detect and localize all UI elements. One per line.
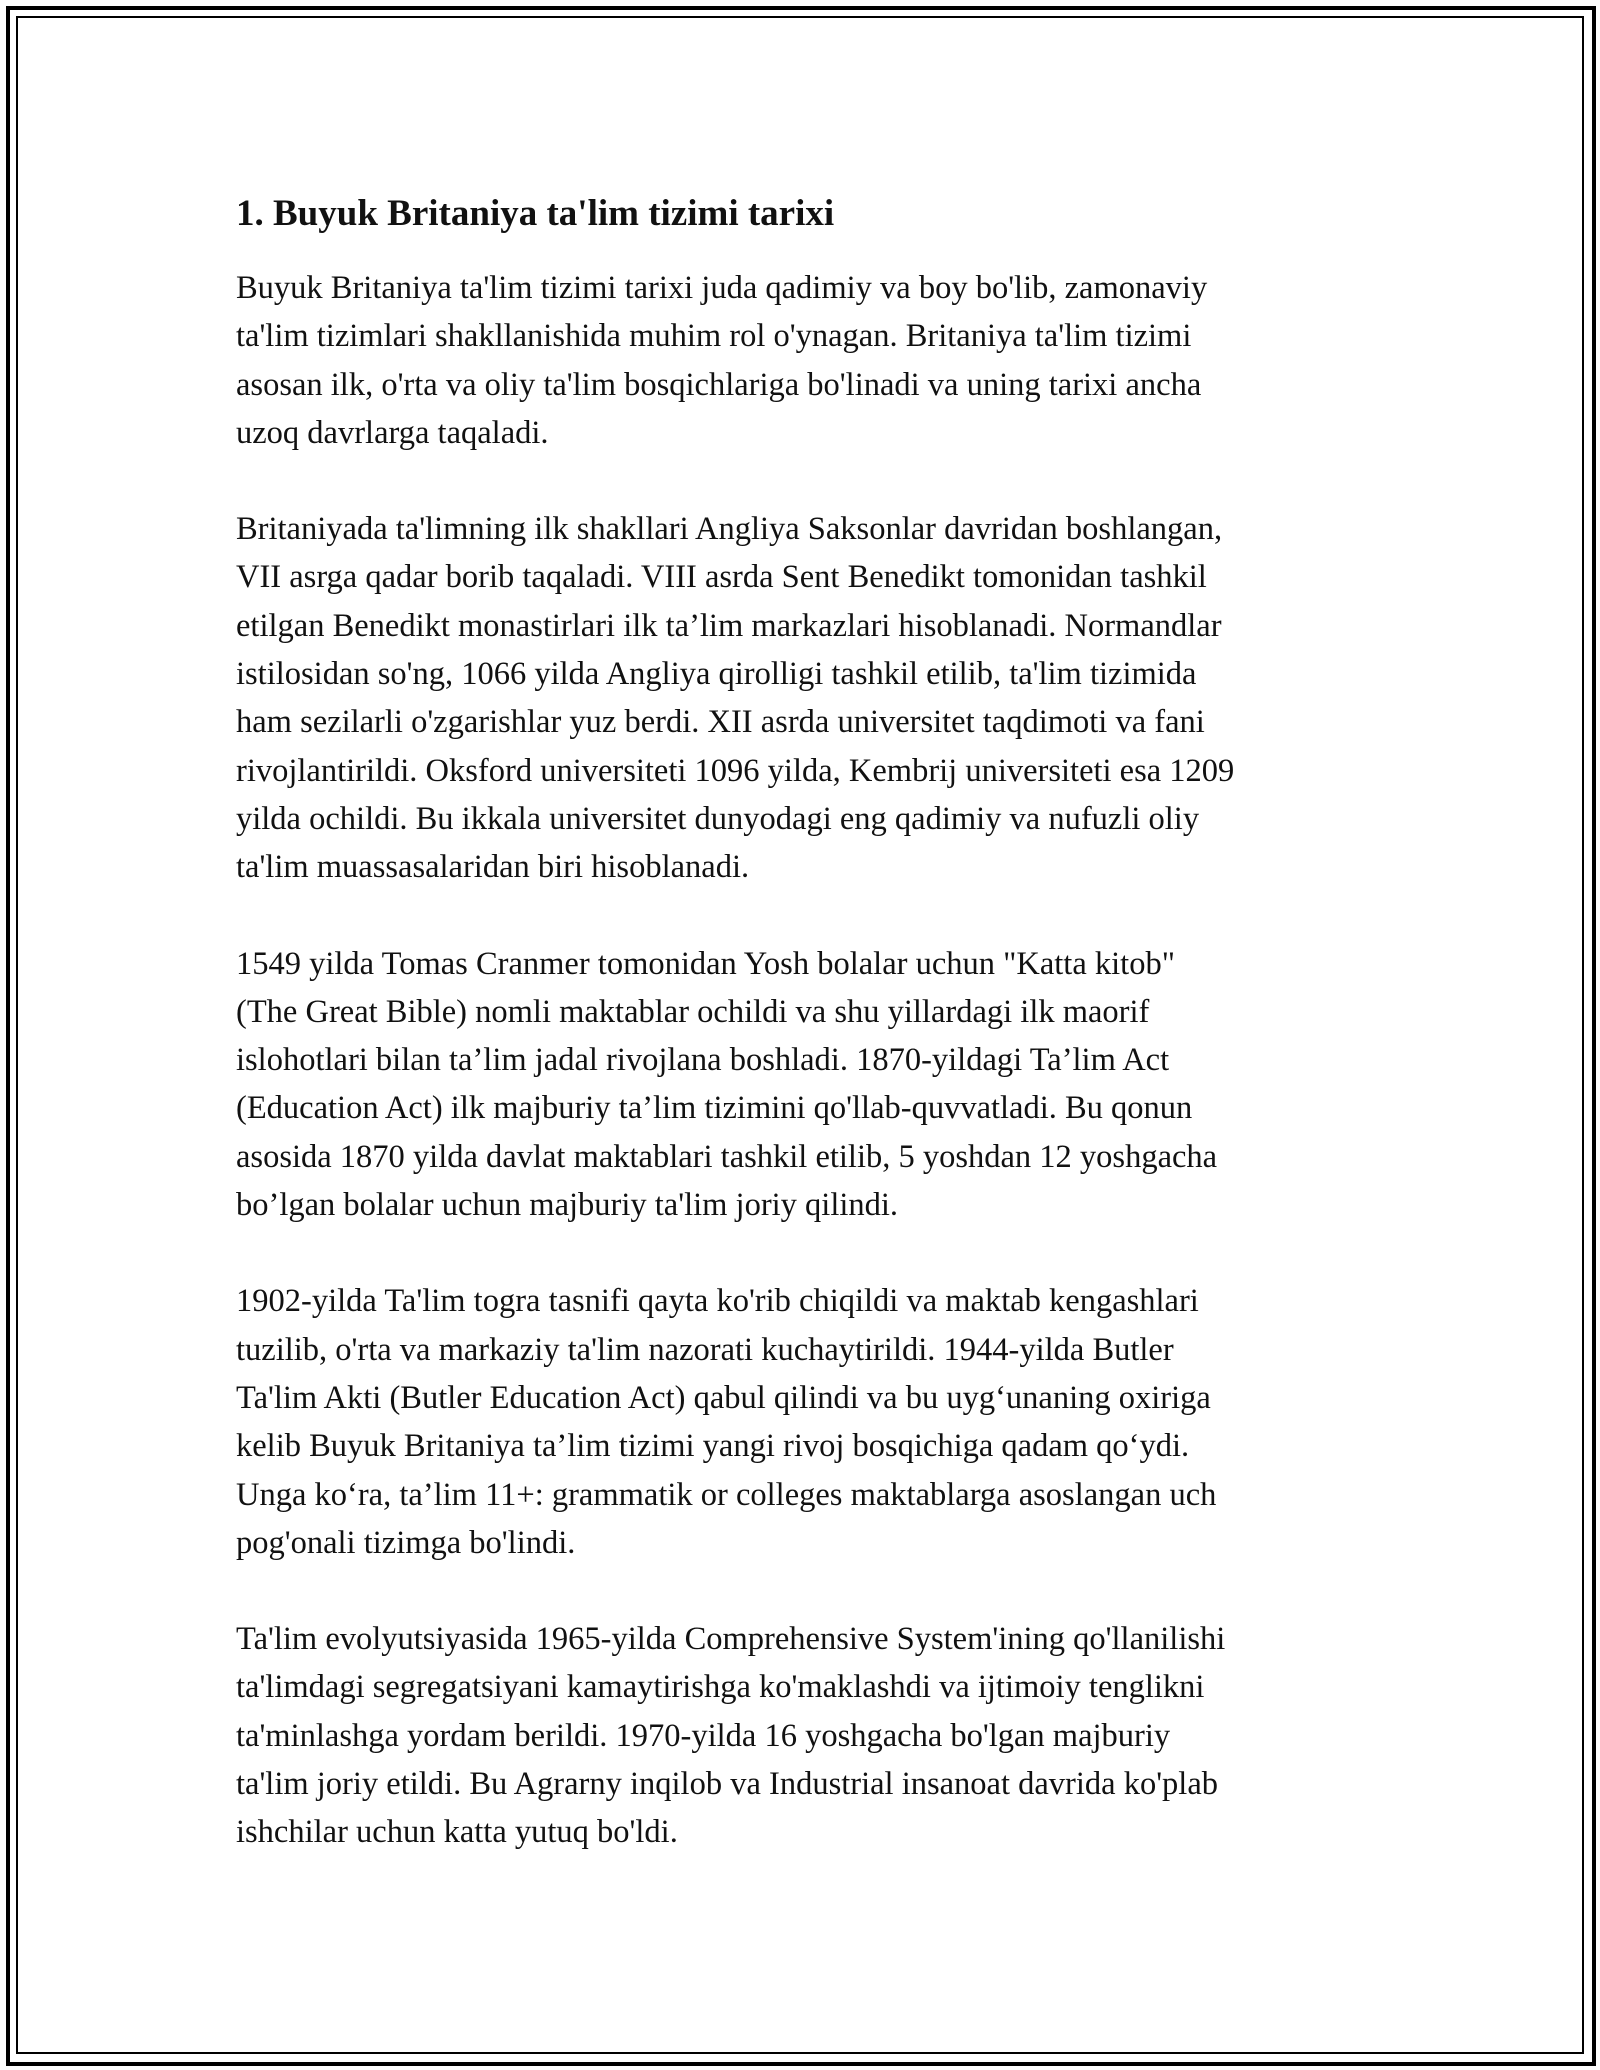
text-line: Britaniyada ta'limning ilk shakllari Angliya Saksonlar davridan boshlangan, bbox=[236, 511, 1223, 548]
text-line: kelib Buyuk Britaniya ta’lim tizimi yangi rivoj bosqichiga qadam qo‘ydi. bbox=[236, 1428, 1190, 1465]
text-line: ham sezilarli o'zgarishlar yuz berdi. XII asrda universitet taqdimoti va fani bbox=[236, 704, 1205, 741]
text-line: rivojlantirildi. Oksford universiteti 1096 yilda, Kembrij universiteti esa 1209 bbox=[236, 752, 1235, 789]
text-line: istilosidan so'ng, 1066 yilda Angliya qirolligi tashkil etilib, ta'lim tizimida bbox=[236, 656, 1197, 693]
paragraph-1 bbox=[236, 264, 1376, 457]
text-line: asosida 1870 yilda davlat maktablari tashkil etilib, 5 yoshdan 12 yoshgacha bbox=[236, 1138, 1218, 1175]
text-line: VII asrga qadar borib taqaladi. VIII asrda Sent Benedikt tomonidan tashkil bbox=[236, 559, 1207, 596]
text-line: ta'lim joriy etildi. Bu Agrarny inqilob va Industrial insanoat davrida ko'plab bbox=[236, 1766, 1219, 1803]
text-line: ta'lim tizimlari shakllanishida muhim rol o'ynagan. Britaniya ta'lim tizimi bbox=[236, 318, 1192, 355]
text-line: 1902-yilda Ta'lim togra tasnifi qayta ko'rib chiqildi va maktab kengashlari bbox=[236, 1283, 1199, 1320]
text-line: (Education Act) ilk majburiy ta’lim tizimini qo'llab-quvvatladi. Bu qonun bbox=[236, 1090, 1193, 1127]
paragraph-5 bbox=[236, 1615, 1376, 1856]
text-line: ta'minlashga yordam berildi. 1970-yilda 16 yoshgacha bo'lgan majburiy bbox=[236, 1717, 1171, 1754]
text-line: Ta'lim evolyutsiyasida 1965-yilda Comprehensive System'ining qo'llanilishi bbox=[236, 1621, 1226, 1658]
document-body bbox=[236, 188, 1376, 1905]
text-line: (The Great Bible) nomli maktablar ochildi va shu yillardagi ilk maorif bbox=[236, 993, 1150, 1030]
paragraph-3 bbox=[236, 940, 1376, 1230]
text-line: yilda ochildi. Bu ikkala universitet dunyodagi eng qadimiy va nufuzli oliy bbox=[236, 800, 1200, 837]
text-line: etilgan Benedikt monastirlari ilk ta’lim markazlari hisoblanadi. Normandlar bbox=[236, 607, 1222, 644]
section-heading: 1. Buyuk Britaniya ta'lim tizimi tarixi bbox=[236, 193, 835, 234]
text-line: ta'limdagi segregatsiyani kamaytirishga ko'maklashdi va ijtimoiy tenglikni bbox=[236, 1669, 1205, 1706]
text-line: Buyuk Britaniya ta'lim tizimi tarixi juda qadimiy va boy bo'lib, zamonaviy bbox=[236, 270, 1208, 306]
text-line: asosan ilk, o'rta va oliy ta'lim bosqichlariga bo'linadi va uning tarixi ancha bbox=[236, 366, 1202, 403]
text-line: tuzilib, o'rta va markaziy ta'lim nazorati kuchaytirildi. 1944-yilda Butler bbox=[236, 1331, 1174, 1368]
text-line: islohotlari bilan ta’lim jadal rivojlana boshladi. 1870-yildagi Ta’lim Act bbox=[236, 1042, 1170, 1079]
text-line: bo’lgan bolalar uchun majburiy ta'lim joriy qilindi. bbox=[236, 1187, 899, 1224]
paragraph-4 bbox=[236, 1277, 1376, 1567]
paragraph-2 bbox=[236, 505, 1376, 891]
text-line: Unga ko‘ra, ta’lim 11+: grammatik or colleges maktablarga asoslangan uch bbox=[236, 1476, 1217, 1513]
text-line: uzoq davrlarga taqaladi. bbox=[236, 414, 549, 451]
text-line: ta'lim muassasalaridan biri hisoblanadi. bbox=[236, 849, 750, 886]
text-line: ishchilar uchun katta yutuq bo'ldi. bbox=[236, 1814, 678, 1851]
text-line: pog'onali tizimga bo'lindi. bbox=[236, 1524, 576, 1561]
text-line: 1549 yilda Tomas Cranmer tomonidan Yosh bolalar uchun "Katta kitob" bbox=[236, 945, 1175, 982]
text-line: Ta'lim Akti (Butler Education Act) qabul qilindi va bu uyg‘unaning oxiriga bbox=[236, 1379, 1211, 1416]
